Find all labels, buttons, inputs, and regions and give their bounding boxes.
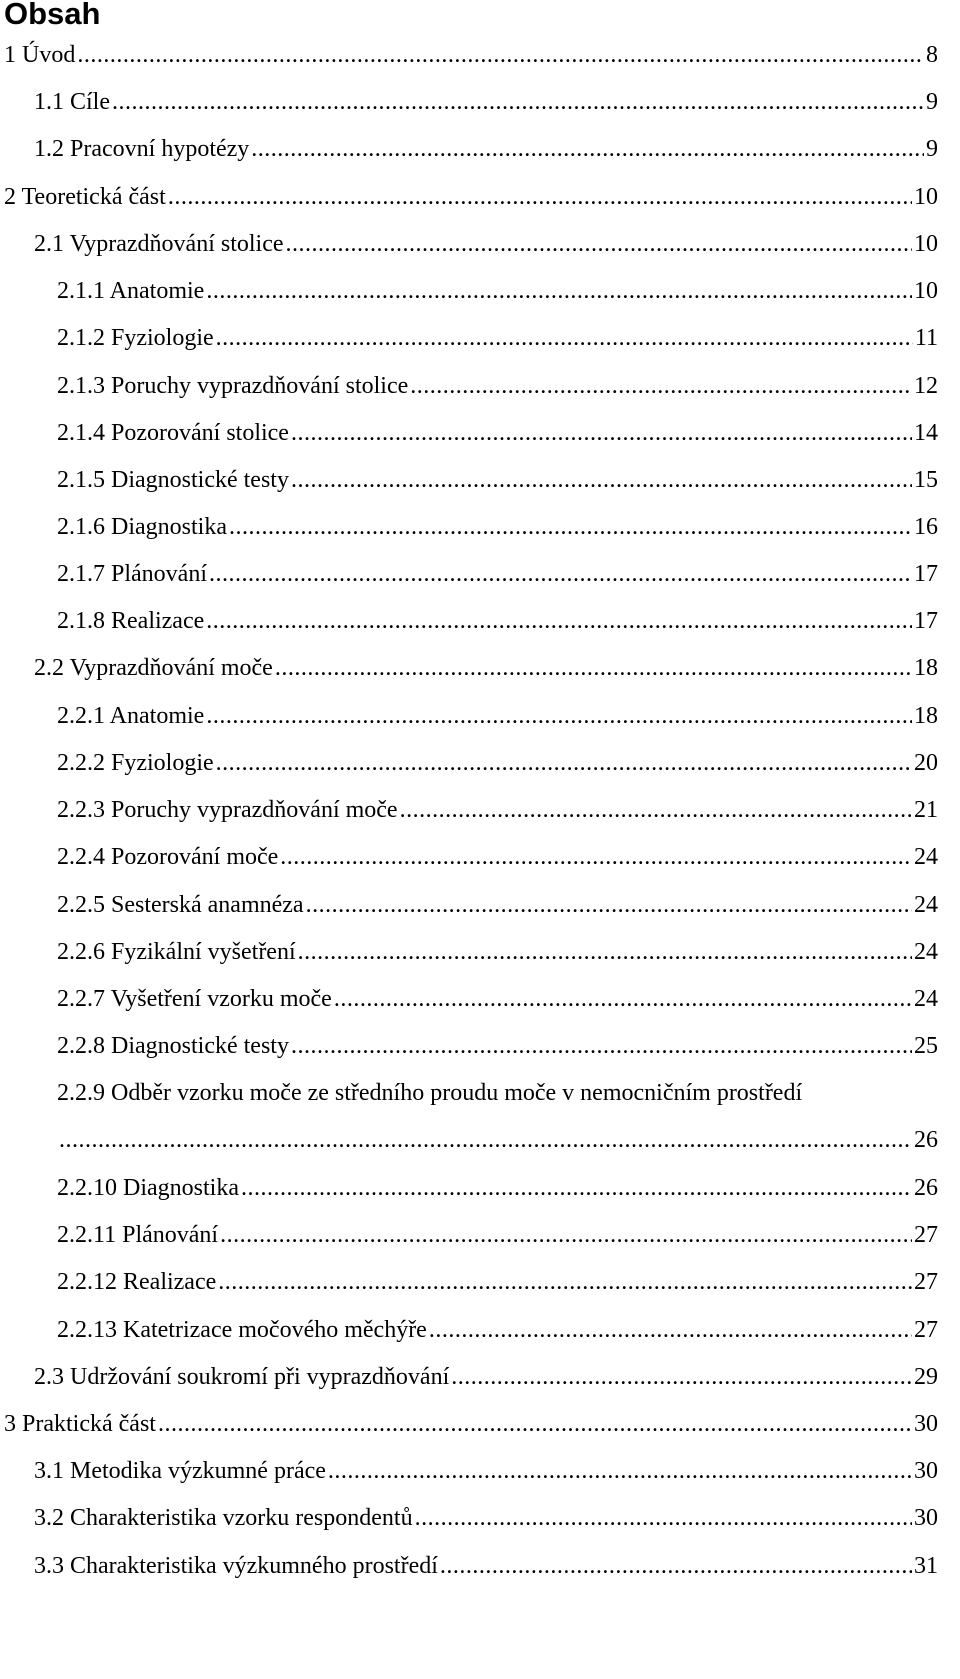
toc-title: 2.1.4 Pozorování stolice — [57, 420, 289, 446]
toc-title: 1.1 Cíle — [34, 89, 110, 115]
toc-entry-2-2-4[interactable] — [0, 840, 960, 874]
toc-title: 2.1.6 Diagnostika — [57, 514, 227, 540]
toc-leader — [410, 369, 912, 403]
toc-page-number: 18 — [914, 703, 938, 729]
toc-page-number: 9 — [926, 89, 938, 115]
toc-leader — [206, 699, 912, 733]
toc-leader — [400, 793, 912, 827]
toc-entry-2-2-1[interactable] — [0, 699, 960, 733]
toc-page-number: 17 — [914, 608, 938, 634]
toc-title: 2.3 Udržování soukromí při vyprazdňování — [34, 1364, 450, 1390]
toc-leader — [77, 38, 924, 72]
toc-leader — [168, 180, 912, 214]
toc-title: 2 Teoretická část — [4, 184, 166, 210]
toc-leader — [291, 1029, 912, 1063]
toc-entry-3-1[interactable] — [0, 1454, 960, 1488]
toc-entry-2-2-13[interactable] — [0, 1313, 960, 1347]
toc-page-number: 10 — [914, 184, 938, 210]
toc-title: 1.2 Pracovní hypotézy — [34, 136, 250, 162]
toc-entry-3[interactable] — [0, 1407, 960, 1441]
toc-page-number: 24 — [914, 939, 938, 965]
toc-leader — [440, 1549, 912, 1583]
toc-title: 3.2 Charakteristika vzorku respondentů — [34, 1505, 413, 1531]
toc-entry-2-2-11[interactable] — [0, 1218, 960, 1252]
toc-page-number: 27 — [914, 1269, 938, 1295]
toc-leader — [59, 1123, 912, 1157]
toc-entry-2-1-6[interactable] — [0, 510, 960, 544]
toc-leader — [241, 1171, 912, 1205]
toc-title: 2.1 Vyprazdňování stolice — [34, 231, 284, 257]
toc-title: 2.2.5 Sesterská anamnéza — [57, 892, 304, 918]
toc-page-number: 25 — [914, 1033, 938, 1059]
toc-title: 2.1.1 Anatomie — [57, 278, 205, 304]
toc-page-number: 8 — [926, 42, 938, 68]
toc-entry-2-2-10[interactable] — [0, 1171, 960, 1205]
toc-title: 2.2.8 Diagnostické testy — [57, 1033, 289, 1059]
toc-leader — [306, 888, 912, 922]
toc-leader — [216, 321, 913, 355]
toc-leader — [251, 132, 924, 166]
toc-leader — [275, 651, 912, 685]
toc-leader — [291, 463, 912, 497]
toc-entry-3-3[interactable] — [0, 1549, 960, 1583]
toc-entry-2-1-4[interactable] — [0, 416, 960, 450]
toc-title: 2.2.6 Fyzikální vyšetření — [57, 939, 296, 965]
toc-page-number: 9 — [926, 136, 938, 162]
toc-title: 2.1.3 Poruchy vyprazdňování stolice — [57, 373, 409, 399]
toc-title: 2.1.2 Fyziologie — [57, 325, 214, 351]
toc-entry-2-1[interactable] — [0, 227, 960, 261]
toc-entry-3-2[interactable] — [0, 1501, 960, 1535]
toc-title: 2.2 Vyprazdňování moče — [34, 655, 273, 681]
toc-leader — [334, 982, 912, 1016]
toc-page-number: 14 — [914, 420, 938, 446]
toc-entry-2[interactable] — [0, 180, 960, 214]
toc-entry-2-1-8[interactable] — [0, 604, 960, 638]
toc-page-number: 17 — [914, 561, 938, 587]
toc-page-number: 16 — [914, 514, 938, 540]
toc-page-number: 27 — [914, 1222, 938, 1248]
toc-page-number: 21 — [914, 797, 938, 823]
toc-page-number: 11 — [914, 325, 938, 351]
toc-leader — [286, 227, 912, 261]
toc-title: 2.1.7 Plánování — [57, 561, 207, 587]
toc-page-number: 18 — [914, 655, 938, 681]
toc-entry-2-2-12[interactable] — [0, 1265, 960, 1299]
toc-page-number: 31 — [914, 1553, 938, 1579]
toc-entry-1-2[interactable] — [0, 132, 960, 166]
toc-entry-2-2-9[interactable] — [0, 1076, 960, 1158]
toc-entry-2-3[interactable] — [0, 1360, 960, 1394]
toc-title: 2.2.7 Vyšetření vzorku moče — [57, 986, 332, 1012]
toc-page-number: 10 — [914, 278, 938, 304]
toc-page-number: 12 — [914, 373, 938, 399]
toc-entry-2-1-5[interactable] — [0, 463, 960, 497]
toc-page-number: 26 — [914, 1127, 938, 1153]
toc-leader — [298, 935, 912, 969]
toc-page-number: 24 — [914, 986, 938, 1012]
toc-title: 2.2.9 Odběr vzorku moče ze středního proudu moče v nemocničním prostředí — [57, 1080, 803, 1106]
toc-page-number: 20 — [914, 750, 938, 776]
toc-title: 2.2.10 Diagnostika — [57, 1175, 239, 1201]
toc-page-number: 26 — [914, 1175, 938, 1201]
toc-page-number: 24 — [914, 892, 938, 918]
toc-entry-2-2-5[interactable] — [0, 888, 960, 922]
toc-entry-2-2-7[interactable] — [0, 982, 960, 1016]
toc-page-number: 30 — [914, 1505, 938, 1531]
toc-title: 2.2.1 Anatomie — [57, 703, 205, 729]
toc-leader — [218, 1265, 912, 1299]
toc-leader — [158, 1407, 912, 1441]
toc-leader — [415, 1501, 912, 1535]
toc-leader — [328, 1454, 912, 1488]
toc-leader — [206, 274, 912, 308]
toc-title: 3 Praktická část — [4, 1411, 156, 1437]
toc-entry-2-2-2[interactable] — [0, 746, 960, 780]
toc-entry-1-1[interactable] — [0, 85, 960, 119]
toc-title: 2.2.12 Realizace — [57, 1269, 217, 1295]
toc-entry-1[interactable] — [0, 38, 960, 72]
toc-title: 1 Úvod — [4, 42, 76, 68]
toc-leader — [206, 604, 912, 638]
toc-leader — [209, 557, 912, 591]
toc-page-number: 10 — [914, 231, 938, 257]
toc-title: 2.1.5 Diagnostické testy — [57, 467, 289, 493]
page-title: Obsah — [4, 0, 101, 31]
toc-leader — [291, 416, 912, 450]
toc-title: 2.2.2 Fyziologie — [57, 750, 214, 776]
toc-leader — [112, 85, 924, 119]
toc-page-number: 27 — [914, 1317, 938, 1343]
toc-leader — [429, 1313, 912, 1347]
toc-leader — [280, 840, 912, 874]
toc-entry-2-2[interactable] — [0, 651, 960, 685]
toc-leader — [451, 1360, 912, 1394]
toc-entry-2-1-7[interactable] — [0, 557, 960, 591]
toc-page-number: 30 — [914, 1411, 938, 1437]
toc-title: 2.2.13 Katetrizace močového měchýře — [57, 1317, 427, 1343]
toc-leader — [229, 510, 912, 544]
toc-page-number: 30 — [914, 1458, 938, 1484]
toc-entry-2-1-2[interactable] — [0, 321, 960, 355]
toc-entry-2-2-6[interactable] — [0, 935, 960, 969]
toc-entry-2-1-3[interactable] — [0, 369, 960, 403]
toc-title: 2.2.3 Poruchy vyprazdňování moče — [57, 797, 398, 823]
toc-leader — [220, 1218, 912, 1252]
toc-entry-2-2-3[interactable] — [0, 793, 960, 827]
toc-entry-2-2-8[interactable] — [0, 1029, 960, 1063]
toc-title: 3.3 Charakteristika výzkumného prostředí — [34, 1553, 438, 1579]
toc-title: 2.2.4 Pozorování moče — [57, 844, 279, 870]
toc-title: 2.1.8 Realizace — [57, 608, 205, 634]
toc-leader — [216, 746, 912, 780]
toc-title: 3.1 Metodika výzkumné práce — [34, 1458, 326, 1484]
toc-page-number: 29 — [914, 1364, 938, 1390]
toc-page-number: 24 — [914, 844, 938, 870]
toc-title: 2.2.11 Plánování — [57, 1222, 219, 1248]
toc-entry-2-1-1[interactable] — [0, 274, 960, 308]
toc-page-number: 15 — [914, 467, 938, 493]
